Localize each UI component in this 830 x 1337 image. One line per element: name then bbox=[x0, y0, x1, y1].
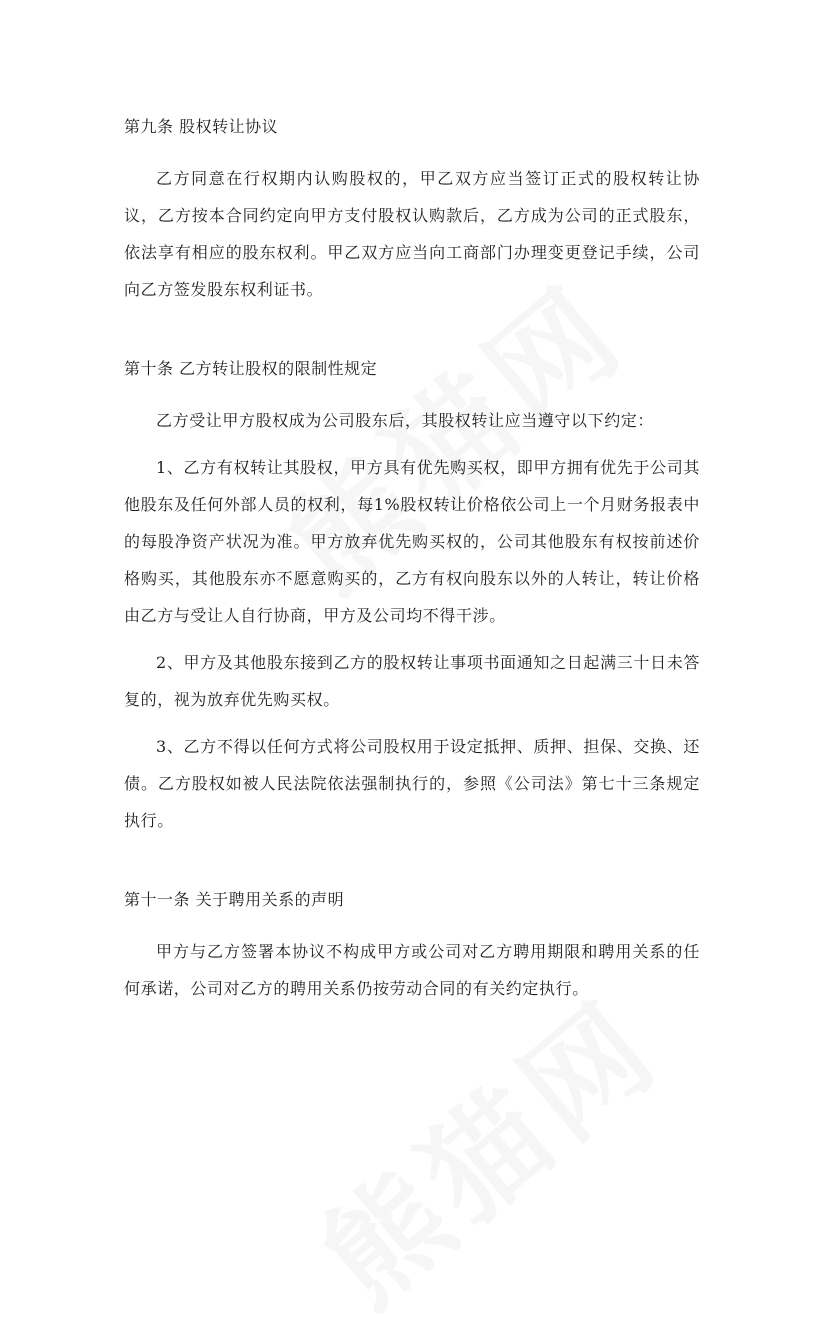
article-11 bbox=[124, 885, 700, 1007]
article-10-heading: 第十条 乙方转让股权的限制性规定 bbox=[124, 359, 378, 378]
article-10-clause-2: 2、甲方及其他股东接到乙方的股权转让事项书面通知之日起满三十日未答复的，视为放弃优先购买权。 bbox=[124, 653, 700, 709]
article-10-paragraph-intro: 乙方受让甲方股权成为公司股东后，其股权转让应当遵守以下约定： bbox=[156, 411, 655, 430]
article-10-clause-3: 3、乙方不得以任何方式将公司股权用于设定抵押、质押、担保、交换、还债。乙方股权如被人民法院依法强制执行的，参照《公司法》第七十三条规定执行。 bbox=[124, 737, 700, 830]
article-9-paragraph-1: 乙方同意在行权期内认购股权的，甲乙双方应当签订正式的股权转让协议，乙方按本合同约定向甲方支付股权认购款后，乙方成为公司的正式股东，依法享有相应的股东权利。甲乙双方应当向工商部门办理变更登记手续，公司向乙方签发股东权利证书。 bbox=[124, 169, 700, 299]
article-10-clause-1: 1、乙方有权转让其股权，甲方具有优先购买权，即甲方拥有优先于公司其他股东及任何外部人员的权利，每1%股权转让价格依公司上一个月财务报表中的每股净资产状况为准。甲方放弃优先购买权的，公司其他股东有权按前述价格购买，其他股东亦不愿意购买的，乙方有权向股东以外的人转让，转让价格由乙方与受让人自行协商，甲方及公司均不得干涉。 bbox=[124, 458, 700, 625]
watermark-bottom bbox=[280, 955, 689, 1337]
article-9 bbox=[124, 112, 700, 308]
article-9-heading: 第九条 股权转让协议 bbox=[124, 117, 279, 136]
document-body bbox=[124, 112, 700, 1007]
article-11-paragraph-1: 甲方与乙方签署本协议不构成甲方或公司对乙方聘用期限和聘用关系的任何承诺，公司对乙方的聘用关系仍按劳动合同的有关约定执行。 bbox=[124, 942, 700, 998]
article-11-heading: 第十一条 关于聘用关系的声明 bbox=[124, 890, 345, 909]
article-10 bbox=[124, 354, 700, 839]
